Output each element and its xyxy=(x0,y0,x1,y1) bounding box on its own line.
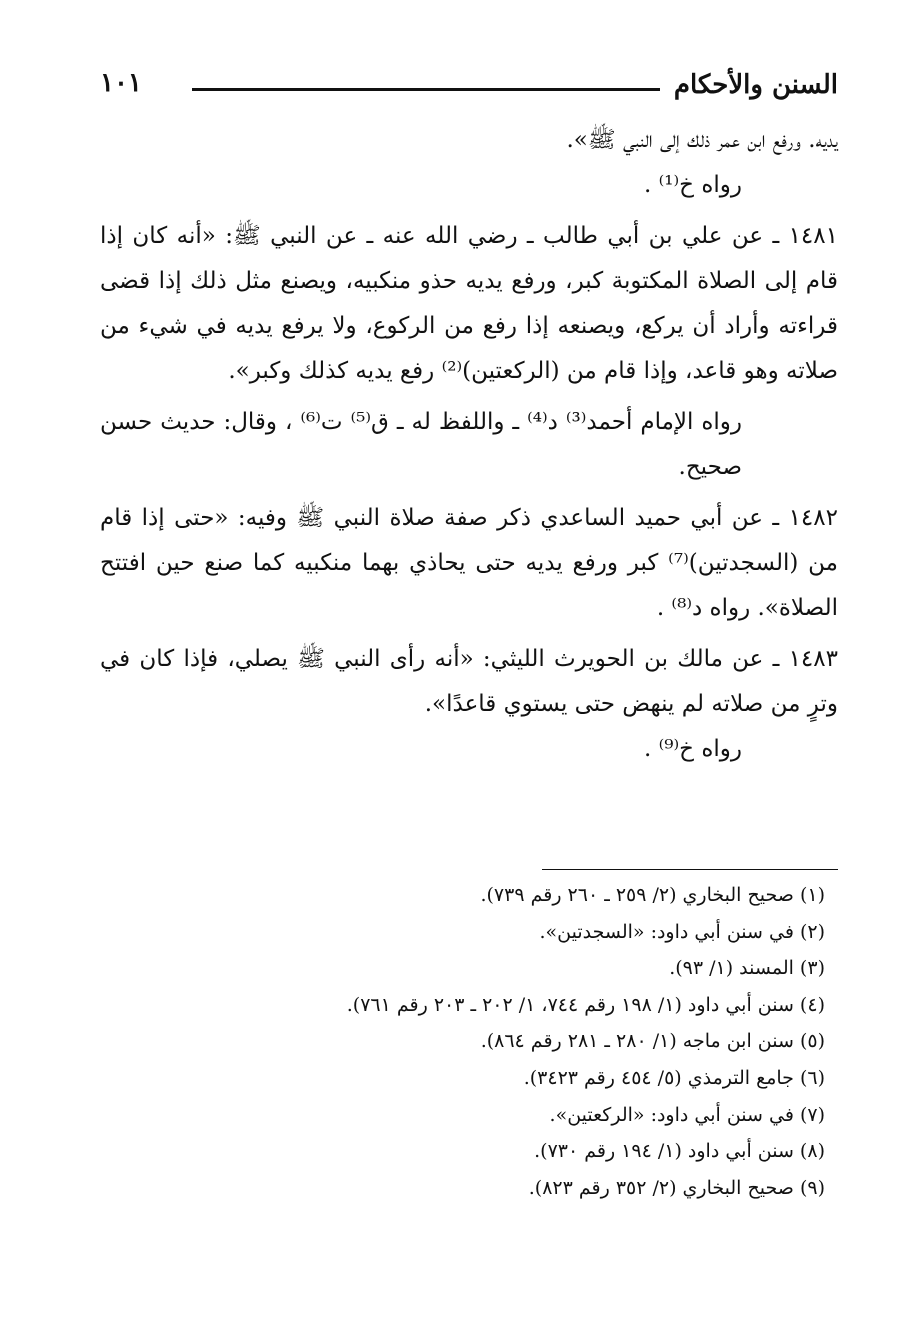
footnote: (٤) سنن أبي داود (١/ ١٩٨ رقم ٧٤٤، ١/ ٢٠٢ ـ ٢٠٣ رقم ٧٦١). xyxy=(346,993,825,1016)
footnote: (١) صحيح البخاري (٢/ ٢٥٩ ـ ٢٦٠ رقم ٧٣٩). xyxy=(480,884,825,906)
footnote: (٧) في سنن أبي داود: «الركعتين». xyxy=(549,1103,825,1126)
page-number: ١٠١ xyxy=(100,68,142,98)
footnotes xyxy=(100,877,825,1206)
paragraph-continuation: يديه. ورفع ابن عمر ذلك إلى النبي ﷺ». xyxy=(566,127,838,153)
chapter-title: السنن والأحكام xyxy=(673,70,838,100)
hadith-1481: ١٤٨١ ـ عن علي بن أبي طالب ـ رضي الله عنه ـ عن النبي ﷺ: «أنه كان إذا قام إلى الصلاة المكتوبة كبر، ورفع يديه حذو منكبيه، ويصنع مثل ذلك إذا قضى قراءته وأراد أن يركع، ويصنعه إذا رفع من الركوع، ولا يرفع يديه في شيء من صلاته وهو قاعد، وإذا قام من (الركعتين)⁽²⁾ رفع يديه كذلك وكبر». xyxy=(100,223,838,384)
footnote: (٣) المسند (١/ ٩٣). xyxy=(669,957,825,980)
source-line: رواه خ⁽¹⁾ . xyxy=(644,172,742,198)
running-header xyxy=(100,66,838,110)
footnote: (٢) في سنن أبي داود: «السجدتين». xyxy=(539,920,825,943)
footnote: (٥) سنن ابن ماجه (١/ ٢٨٠ ـ ٢٨١ رقم ٨٦٤). xyxy=(480,1030,825,1053)
footnote-separator xyxy=(542,869,838,870)
source-line: رواه خ⁽⁹⁾ . xyxy=(644,736,742,762)
hadith-1483: ١٤٨٣ ـ عن مالك بن الحويرث الليثي: «أنه رأى النبي ﷺ يصلي، فإذا كان في وترٍ من صلاته لم ينهض حتى يستوي قاعدًا». xyxy=(100,646,838,717)
footnote: (٩) صحيح البخاري (٢/ ٣٥٢ رقم ٨٢٣). xyxy=(528,1176,825,1199)
footnote: (٦) جامع الترمذي (٥/ ٤٥٤ رقم ٣٤٢٣). xyxy=(523,1066,825,1089)
main-text xyxy=(100,118,838,772)
hadith-1482: ١٤٨٢ ـ عن أبي حميد الساعدي ذكر صفة صلاة النبي ﷺ وفيه: «حتى إذا قام من (السجدتين)⁽⁷⁾ كبر ورفع يديه حتى يحاذي بهما منكبيه كما صنع حين افتتح الصلاة». رواه د⁽⁸⁾ . xyxy=(100,505,838,621)
source-line: رواه الإمام أحمد⁽³⁾ د⁽⁴⁾ ـ واللفظ له ـ ق⁽⁵⁾ ت⁽⁶⁾ ، وقال: حديث حسن صحيح. xyxy=(100,409,743,480)
header-rule xyxy=(192,88,660,91)
footnote: (٨) سنن أبي داود (١/ ١٩٤ رقم ٧٣٠). xyxy=(534,1140,825,1163)
